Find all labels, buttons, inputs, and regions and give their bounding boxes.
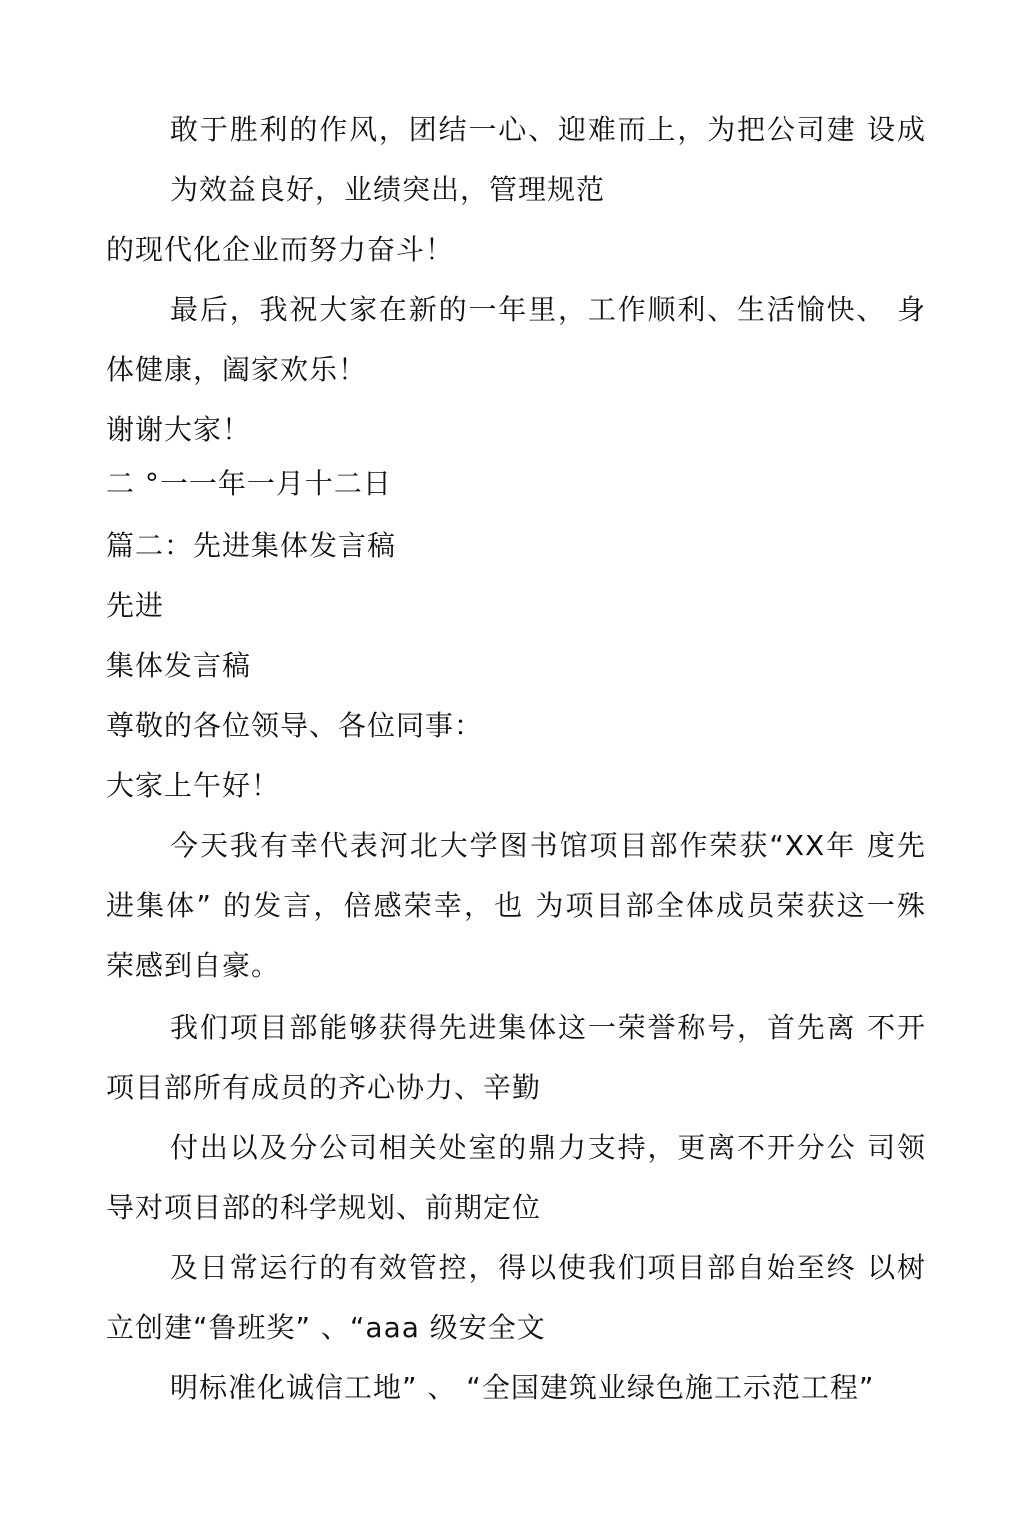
text-line-3: 的现代化企业而努力奋斗！ [106, 233, 455, 266]
text-line-21: 立创建“鲁班奖” 、“aaa 级安全文 [106, 1311, 546, 1344]
text-line-16: 我们项目部能够获得先进集体这一荣誉称号，首先离 不开 [170, 1011, 926, 1044]
text-line-9: 先进 [106, 589, 165, 622]
text-line-14: 进集体” 的发言，倍感荣幸，也 为项目部全体成员荣获这一殊 [106, 889, 926, 922]
text-line-18: 付出以及分公司相关处室的鼎力支持，更离不开分公 司领 [170, 1131, 926, 1164]
greeting-line: 大家上午好！ [106, 769, 281, 802]
text-line-13: 今天我有幸代表河北大学图书馆项目部作荣获“XX年 度先 [170, 829, 926, 862]
text-line-4: 最后，我祝大家在新的一年里，工作顺利、生活愉快、 身 [170, 293, 926, 326]
section-title: 篇二：先进集体发言稿 [106, 529, 397, 562]
text-line-2: 为效益良好，业绩突出，管理规范 [170, 173, 606, 206]
text-line-15: 荣感到自豪。 [106, 949, 281, 982]
text-line-10: 集体发言稿 [106, 649, 252, 682]
text-line-19: 导对项目部的科学规划、前期定位 [106, 1191, 542, 1224]
text-line-17: 项目部所有成员的齐心协力、辛勤 [106, 1071, 542, 1104]
text-line-1: 敢于胜利的作风，团结一心、迎难而上，为把公司建 设成 [170, 113, 926, 146]
date-line: 二 °一一年一月十二日 [106, 467, 392, 500]
text-line-20: 及日常运行的有效管控，得以使我们项目部自始至终 以树 [170, 1251, 926, 1284]
salutation-line: 尊敬的各位领导、各位同事： [106, 709, 484, 742]
text-line-22: 明标准化诚信工地” 、 “全国建筑业绿色施工示范工程” [170, 1371, 875, 1404]
text-line-6: 谢谢大家！ [106, 413, 252, 446]
text-line-5: 体健康，阖家欢乐！ [106, 353, 368, 386]
